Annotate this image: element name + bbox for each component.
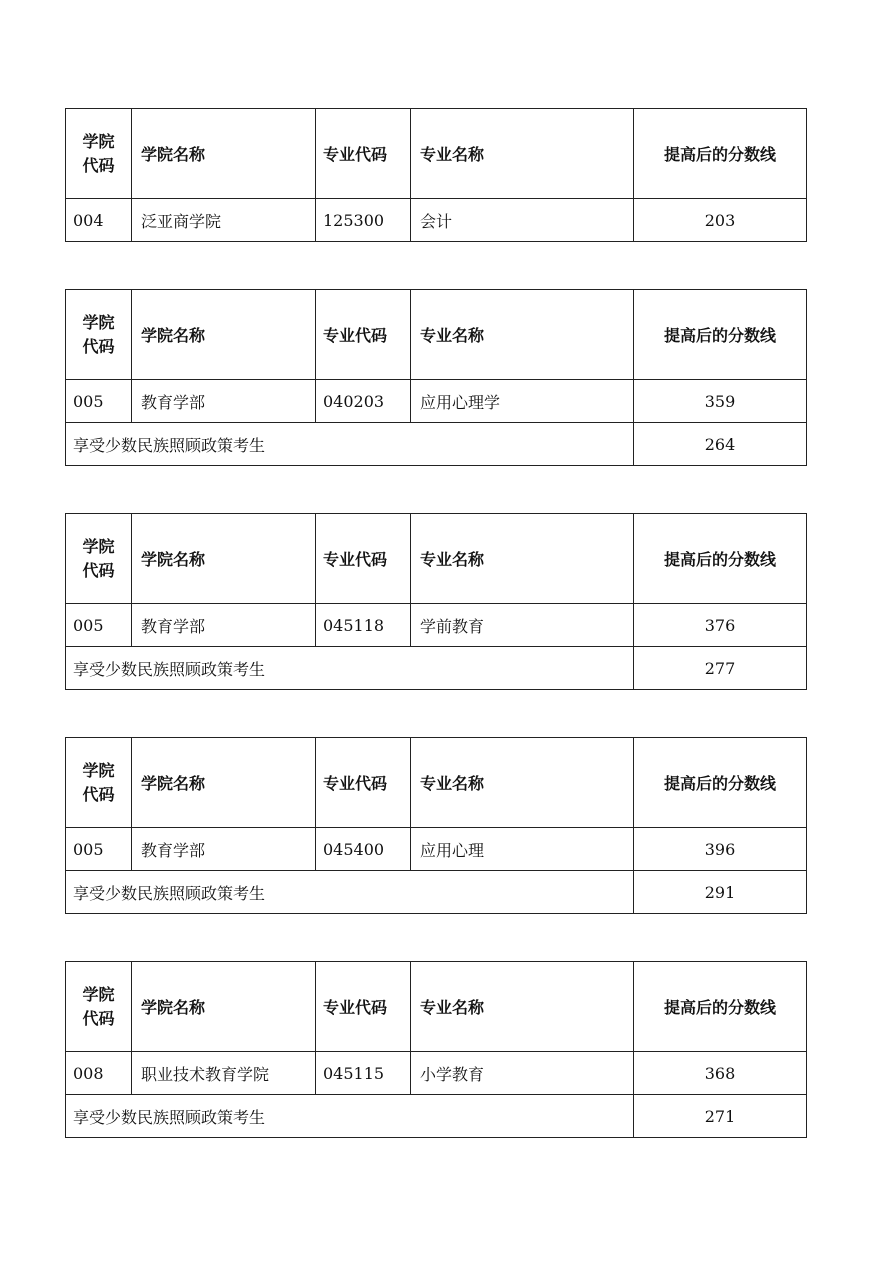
header-score-line: 提高后的分数线 [634, 514, 807, 604]
table-header-row [66, 738, 807, 828]
header-college-name: 学院名称 [132, 738, 316, 828]
table-header-row [66, 514, 807, 604]
policy-score-cell: 277 [634, 647, 807, 690]
policy-score-cell: 291 [634, 871, 807, 914]
policy-row [66, 647, 807, 690]
header-score-line: 提高后的分数线 [634, 290, 807, 380]
table-header-row [66, 962, 807, 1052]
major-name-cell: 学前教育 [411, 604, 634, 647]
major-name-cell: 应用心理 [411, 828, 634, 871]
major-code-cell: 045118 [316, 604, 411, 647]
policy-row [66, 423, 807, 466]
major-name-cell: 会计 [411, 199, 634, 242]
header-score-line: 提高后的分数线 [634, 962, 807, 1052]
college-name-cell: 教育学部 [132, 828, 316, 871]
header-college-name: 学院名称 [132, 514, 316, 604]
college-name-cell: 教育学部 [132, 380, 316, 423]
policy-score-cell: 271 [634, 1095, 807, 1138]
header-college-code: 学院 代码 [66, 962, 132, 1052]
header-score-line: 提高后的分数线 [634, 738, 807, 828]
score-cell: 376 [634, 604, 807, 647]
table-header-row [66, 109, 807, 199]
score-cell: 368 [634, 1052, 807, 1095]
college-name-cell: 职业技术教育学院 [132, 1052, 316, 1095]
score-cell: 396 [634, 828, 807, 871]
score-table-2 [65, 289, 807, 466]
table-row [66, 199, 807, 242]
header-college-name: 学院名称 [132, 290, 316, 380]
table-row [66, 828, 807, 871]
header-major-code: 专业代码 [316, 962, 411, 1052]
score-cell: 359 [634, 380, 807, 423]
policy-label-cell: 享受少数民族照顾政策考生 [66, 647, 634, 690]
table-row [66, 604, 807, 647]
score-table-3 [65, 513, 807, 690]
header-college-code: 学院 代码 [66, 109, 132, 199]
policy-score-cell: 264 [634, 423, 807, 466]
header-major-code: 专业代码 [316, 290, 411, 380]
score-table-5 [65, 961, 807, 1138]
major-name-cell: 应用心理学 [411, 380, 634, 423]
major-name-cell: 小学教育 [411, 1052, 634, 1095]
score-table-1 [65, 108, 807, 242]
policy-row [66, 1095, 807, 1138]
header-major-code: 专业代码 [316, 514, 411, 604]
score-cell: 203 [634, 199, 807, 242]
header-major-name: 专业名称 [411, 290, 634, 380]
header-major-name: 专业名称 [411, 514, 634, 604]
header-college-code: 学院 代码 [66, 738, 132, 828]
header-college-code: 学院 代码 [66, 514, 132, 604]
major-code-cell: 125300 [316, 199, 411, 242]
policy-label-cell: 享受少数民族照顾政策考生 [66, 423, 634, 466]
table-row [66, 380, 807, 423]
major-code-cell: 040203 [316, 380, 411, 423]
score-table-4 [65, 737, 807, 914]
table-row [66, 1052, 807, 1095]
major-code-cell: 045400 [316, 828, 411, 871]
header-major-name: 专业名称 [411, 738, 634, 828]
header-score-line: 提高后的分数线 [634, 109, 807, 199]
header-major-code: 专业代码 [316, 738, 411, 828]
table-header-row [66, 290, 807, 380]
header-major-code: 专业代码 [316, 109, 411, 199]
college-name-cell: 教育学部 [132, 604, 316, 647]
header-college-code: 学院 代码 [66, 290, 132, 380]
policy-label-cell: 享受少数民族照顾政策考生 [66, 871, 634, 914]
college-code-cell: 008 [66, 1052, 132, 1095]
header-major-name: 专业名称 [411, 109, 634, 199]
header-college-name: 学院名称 [132, 109, 316, 199]
policy-label-cell: 享受少数民族照顾政策考生 [66, 1095, 634, 1138]
header-college-name: 学院名称 [132, 962, 316, 1052]
policy-row [66, 871, 807, 914]
college-name-cell: 泛亚商学院 [132, 199, 316, 242]
header-major-name: 专业名称 [411, 962, 634, 1052]
college-code-cell: 005 [66, 380, 132, 423]
college-code-cell: 005 [66, 828, 132, 871]
major-code-cell: 045115 [316, 1052, 411, 1095]
college-code-cell: 004 [66, 199, 132, 242]
college-code-cell: 005 [66, 604, 132, 647]
